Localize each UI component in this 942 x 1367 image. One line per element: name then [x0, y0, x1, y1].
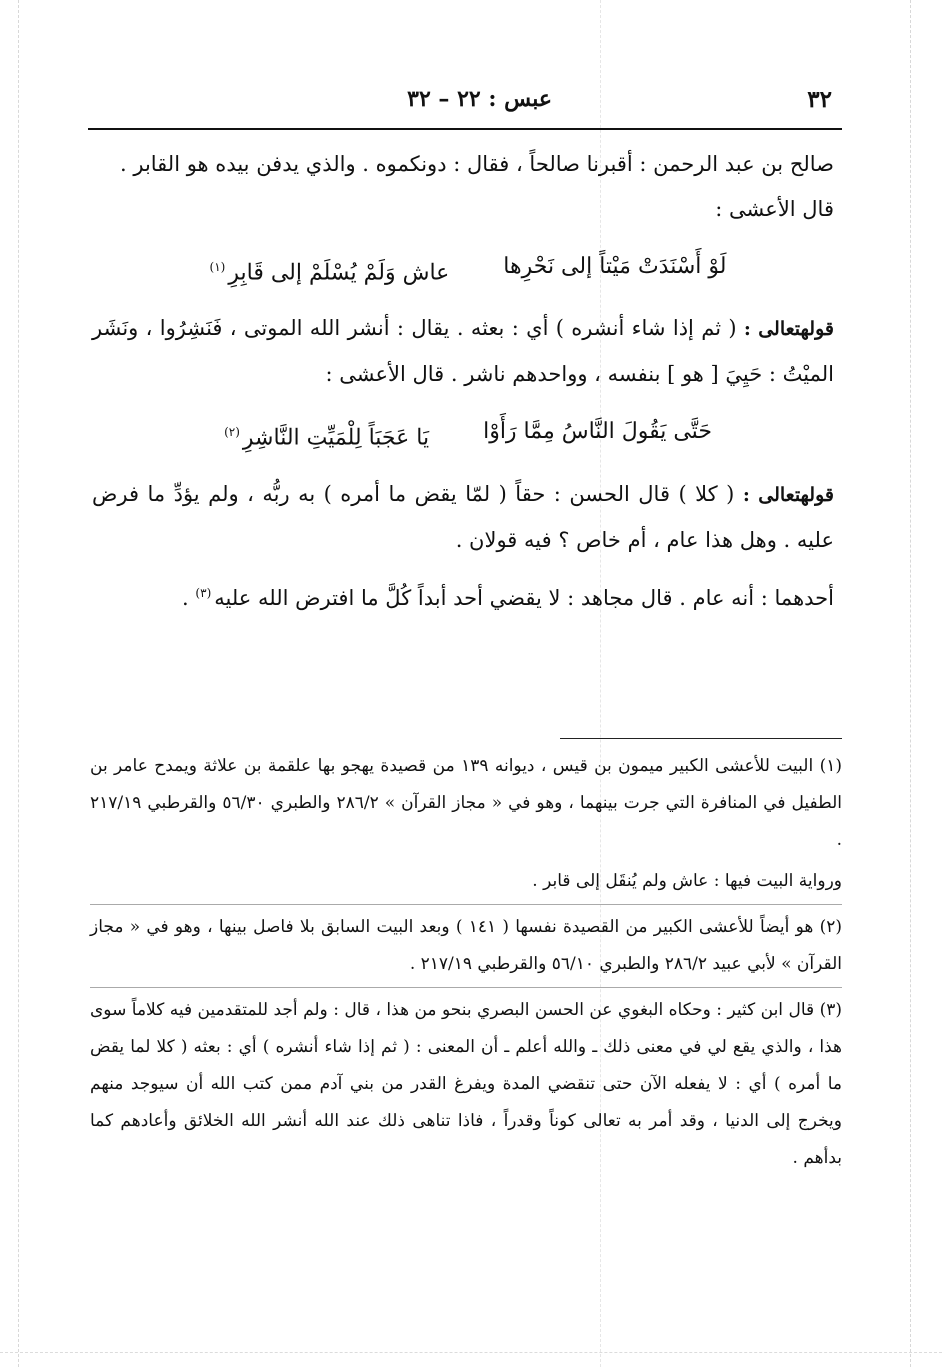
footnote-1: (١) البيت للأعشى الكبير ميمون بن قيس ، ديوانه ١٣٩ من قصيدة يهجو بها علقمة بن علاثة ويمدح عامر بن الطفيل في المنافرة التي جرت بينهما ، وهو في « مجاز القرآن » ٢٨٦/٢ والطبري ٥٦/٣٠ والقرطبي ٢١٧/١٩ .: [90, 756, 843, 850]
hemistich-text: يَا عَجَبَاً لِلْمَيِّتِ النَّاشِرِ: [242, 425, 430, 451]
paragraph-text: أحدهما : أنه عام . قال مجاهد : لا يقضي أحد أبداً كُلَّ ما افترض الله عليه: [214, 585, 834, 610]
footnote-rule: [560, 738, 842, 739]
lead-phrase: قولهتعالى :: [743, 318, 834, 341]
poetry-verse: [92, 244, 834, 296]
paragraph-text: صالح بن عبد الرحمن : أقبرنا صالحاً ، فقال : دونكموه . والذي يدفن بيده هو القابر .: [120, 152, 834, 176]
scan-guide-line: [18, 0, 19, 1367]
verse-first-hemistich: حَتَّى يَقُولَ النَّاسُ مِمَّا رَأَوْا: [483, 419, 712, 445]
footnote-marker: (٢): [224, 425, 240, 440]
verse-first-hemistich: لَوْ أَسْنَدَتْ مَيْتاً إلى نَحْرِها: [503, 254, 727, 279]
paragraph: [92, 187, 834, 232]
poetry-verse: [92, 409, 834, 461]
footnotes: [90, 748, 842, 1181]
paragraph: [92, 306, 834, 397]
paragraph-text: ( ثم إذا شاء أنشره ) أي : بعثه . يقال : أنشر الله الموتى ، فَنَشِرُوا ، ونَشَر الميْتُ : حَيِيَ [ هو ] بنفسه ، وواحدهم ناشر . قال الأعشى :: [92, 316, 834, 387]
paragraph-text: قال الأعشى :: [715, 197, 834, 221]
paragraph: [92, 472, 834, 563]
paragraph-text: ( كلا ) قال الحسن : حقاً ( لمّا يقض ما أمره ) به ربُّه ، ولم يؤدِّ ما فرض عليه . وهل هذا عام ، أم خاص ؟ فيه قولان .: [92, 481, 834, 552]
main-text: [92, 142, 834, 621]
footnote-marker: (٣): [195, 585, 212, 600]
scan-guide-line: [910, 0, 911, 1367]
footnote-marker: (١): [209, 260, 226, 274]
running-title: عبس : ٢٢ – ٣٢: [407, 86, 552, 112]
footnote-1-variant: ورواية البيت فيها : عاش ولم يُنقَل إلى قابر .: [532, 871, 842, 891]
page-number: ٣٢: [807, 86, 832, 113]
footnote-3: (٣) قال ابن كثير : وحكاه البغوي عن الحسن البصري بنحو من هذا ، قال : ولم أجد للمتقدمين فيه كلاماً سوى هذا ، والذي يقع لي في معنى ذلك ـ والله أعلم ـ أن المعنى : ( ثم إذا شاء أنشره ) أي : بعثه ( كلا لما يقض ما أمره ) أي : لا يفعله الآن حتى تنقضي المدة ويفرغ القدر من بني آدم ممن كتب الله أن سيوجد منهم ويخرج إلى الدنيا ، وقد أمر به تعالى كوناً وقدراً ، فاذا تناهى ذلك عند الله أنشر الله الخلائق وأعادهم كما بدأهم .: [90, 987, 842, 1177]
verse-second-hemistich: [224, 409, 429, 461]
verse-second-hemistich: [210, 244, 450, 296]
paragraph-end: .: [182, 585, 189, 610]
hemistich-text: عاش وَلَمْ يُسْلَمْ إلى قَابِرِ: [228, 260, 450, 286]
scan-guide-line: [0, 1352, 942, 1353]
footnote-2: (٢) هو أيضاً للأعشى الكبير من القصيدة نفسها ( ١٤١ ) وبعد البيت السابق بلا فاصل بينها ، وهو في « مجاز القرآن » لأبي عبيد ٢٨٦/٢ والطبري ٥٦/١٠ والقرطبي ٢١٧/١٩ .: [90, 904, 842, 983]
paragraph: [92, 142, 834, 187]
header-rule: [88, 128, 842, 130]
paragraph: [92, 571, 834, 621]
page-header: [100, 86, 832, 122]
lead-phrase: قولهتعالى :: [742, 483, 834, 506]
